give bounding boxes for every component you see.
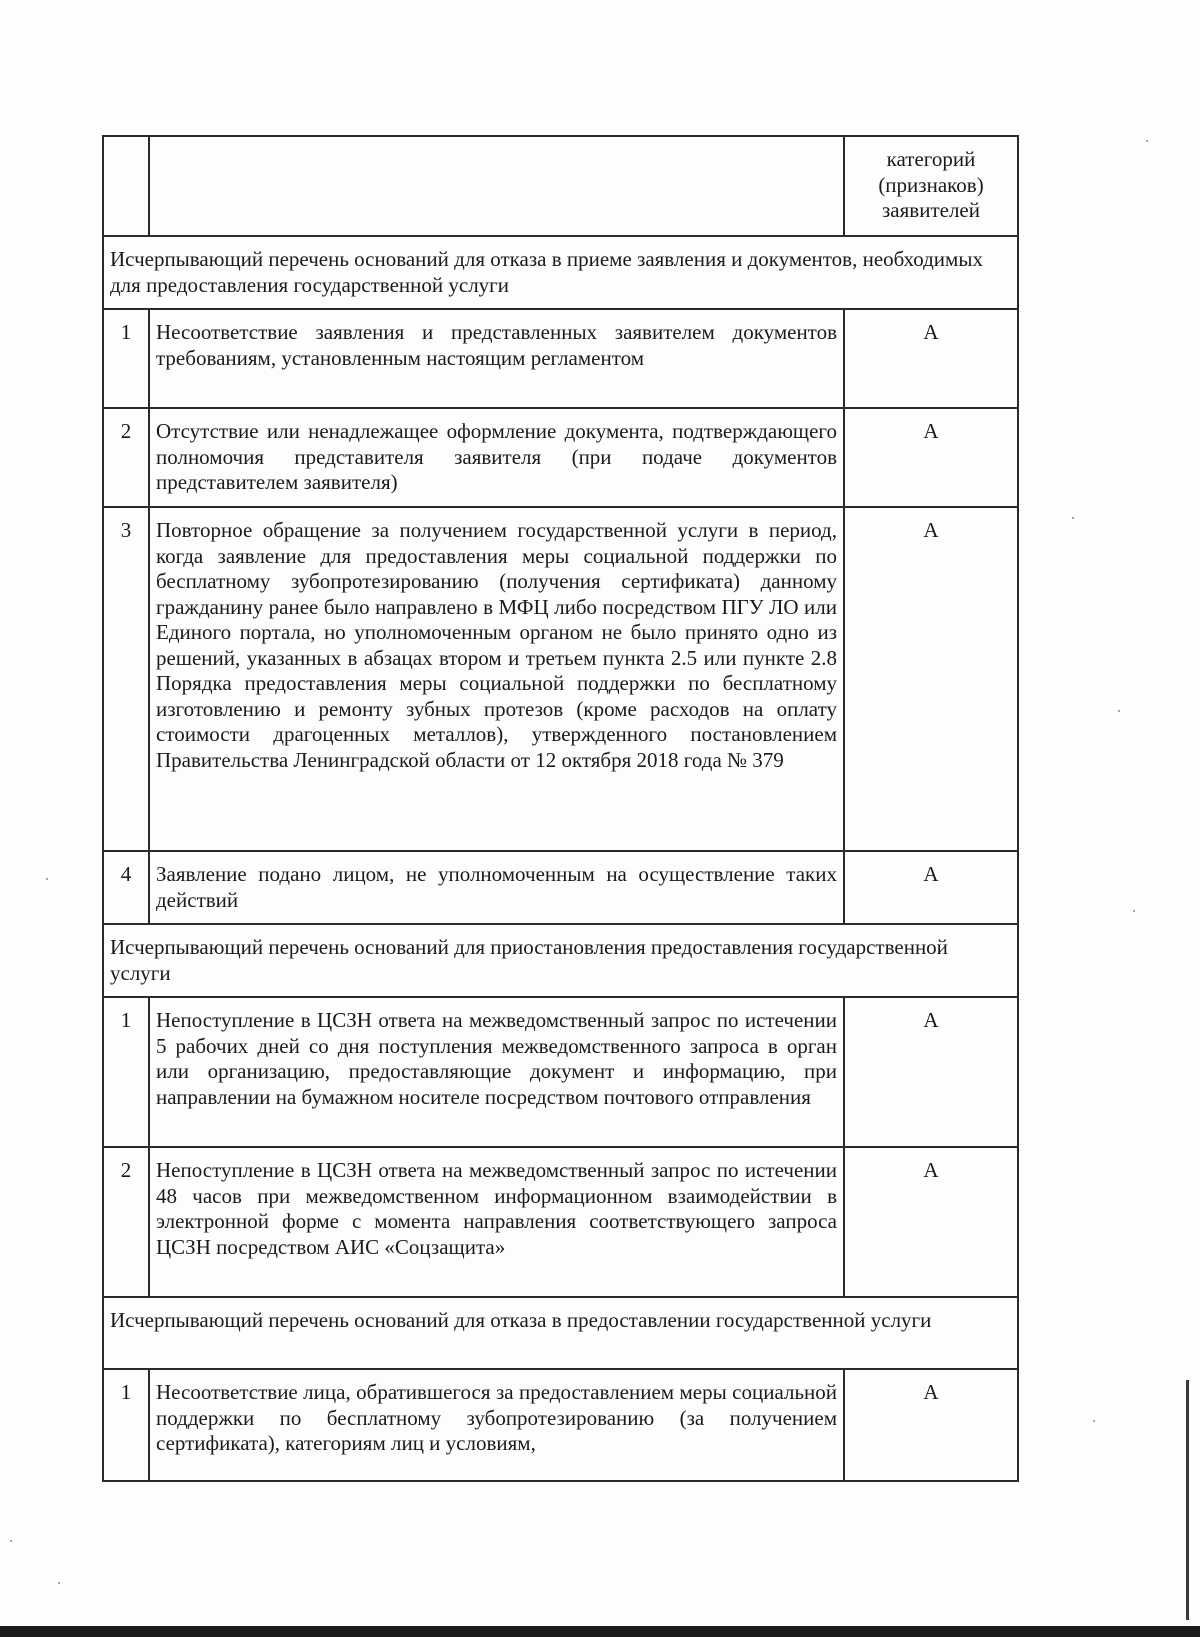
row-category: А — [844, 1147, 1018, 1297]
scan-speck — [1146, 140, 1148, 142]
row-text: Несоответствие лица, обратившегося за предоставлением меры социальной поддержки по бесплатному зубопротезированию (за получением сертификата), категориям лиц и условиям, — [149, 1369, 844, 1481]
table-row — [103, 309, 1018, 408]
grounds-table — [102, 135, 1019, 1482]
row-text: Непоступление в ЦСЗН ответа на межведомственный запрос по истечении 48 часов при межведомственном информационном взаимодействии в электронной форме с момента направления соответствующего запроса ЦСЗН посредством АИС «Соцзащита» — [149, 1147, 844, 1297]
header-category-cell: категорий (признаков) заявителей — [844, 136, 1018, 236]
row-number: 2 — [103, 408, 149, 507]
scan-speck — [10, 1540, 12, 1542]
row-text: Заявление подано лицом, не уполномоченным на осуществление таких действий — [149, 851, 844, 924]
table-row — [103, 997, 1018, 1147]
section-title: Исчерпывающий перечень оснований для отказа в предоставлении государственной услуги — [103, 1297, 1018, 1369]
scan-speck — [1072, 517, 1074, 519]
section-title: Исчерпывающий перечень оснований для отказа в приеме заявления и документов, необходимых для предоставления государственной услуги — [103, 236, 1018, 309]
section-title-row — [103, 236, 1018, 309]
section-title-row — [103, 924, 1018, 997]
table-row — [103, 1147, 1018, 1297]
table-row — [103, 1369, 1018, 1481]
header-text-cell — [149, 136, 844, 236]
row-number: 4 — [103, 851, 149, 924]
row-category: А — [844, 408, 1018, 507]
section-title: Исчерпывающий перечень оснований для приостановления предоставления государственной услуги — [103, 924, 1018, 997]
scan-edge-mark — [1186, 1380, 1189, 1620]
row-category: А — [844, 851, 1018, 924]
row-text: Несоответствие заявления и представленных заявителем документов требованиям, установленным настоящим регламентом — [149, 309, 844, 408]
row-category: А — [844, 309, 1018, 408]
row-number: 1 — [103, 997, 149, 1147]
row-text: Отсутствие или ненадлежащее оформление документа, подтверждающего полномочия представителя заявителя (при подаче документов представителем заявителя) — [149, 408, 844, 507]
row-number: 1 — [103, 309, 149, 408]
scan-speck — [1093, 1420, 1095, 1422]
header-num-cell — [103, 136, 149, 236]
row-number: 1 — [103, 1369, 149, 1481]
row-number: 2 — [103, 1147, 149, 1297]
row-text: Повторное обращение за получением государственной услуги в период, когда заявление для предоставления меры социальной поддержки по бесплатному зубопротезированию (получения сертификата) данному гражданину ранее было направлено в МФЦ либо посредством ПГУ ЛО или Единого портала, но уполномоченным органом не было принято одно из решений, указанных в абзацах втором и третьем пункта 2.5 или пункте 2.8 Порядка предоставления меры социальной поддержки по бесплатному изготовлению и ремонту зубных протезов (кроме расходов на оплату стоимости драгоценных металлов), утвержденного постановлением Правительства Ленинградской области от 12 октября 2018 года № 379 — [149, 507, 844, 851]
section-title-row — [103, 1297, 1018, 1369]
table-row — [103, 507, 1018, 851]
scan-speck — [58, 1582, 60, 1584]
row-text: Непоступление в ЦСЗН ответа на межведомственный запрос по истечении 5 рабочих дней со дня поступления межведомственного запроса в орган или организацию, предоставляющие документ и информацию, при направлении на бумажном носителе посредством почтового отправления — [149, 997, 844, 1147]
row-category: А — [844, 997, 1018, 1147]
row-category: А — [844, 507, 1018, 851]
row-category: А — [844, 1369, 1018, 1481]
table-header-row — [103, 136, 1018, 236]
scan-bottom-edge — [0, 1626, 1200, 1637]
table-row — [103, 408, 1018, 507]
row-number: 3 — [103, 507, 149, 851]
scan-speck — [1133, 910, 1135, 912]
scan-speck — [46, 878, 48, 880]
table-row — [103, 851, 1018, 924]
scan-speck — [1118, 710, 1120, 712]
